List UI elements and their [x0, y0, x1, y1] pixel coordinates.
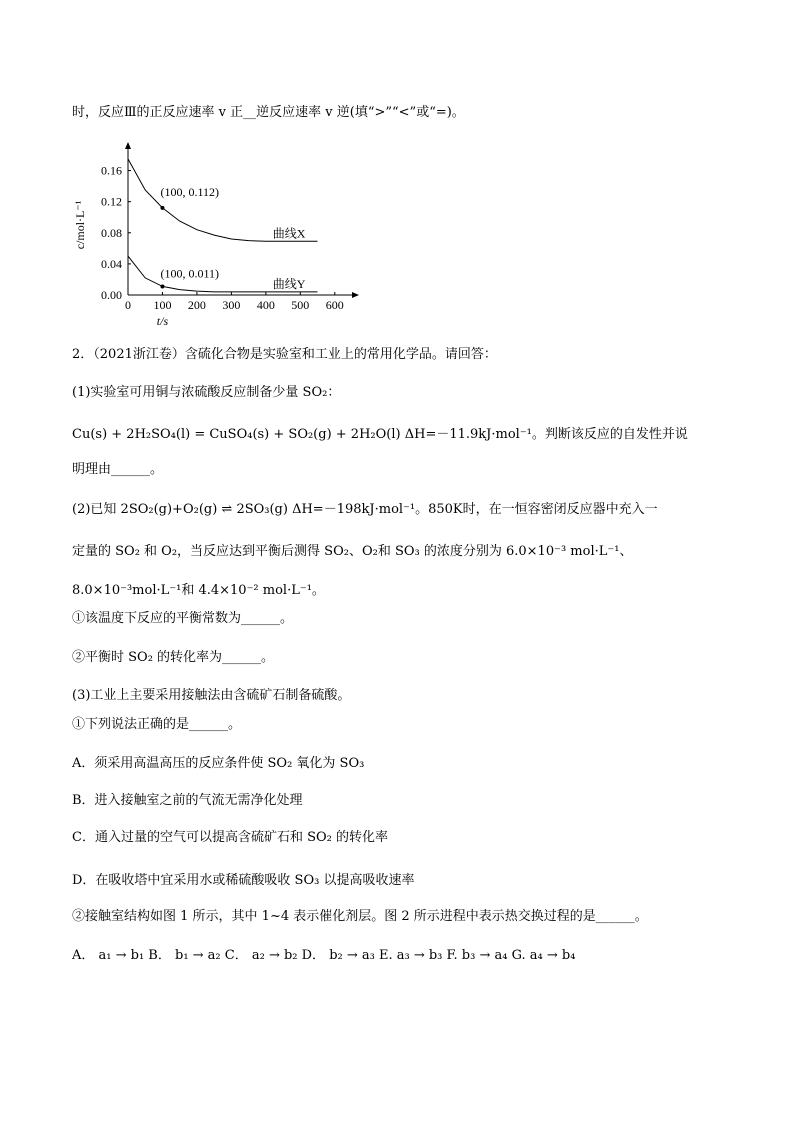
final-options: A． a₁ → b₁ B． b₁ → a₂ C． a₂ → b₂ D． b₂ → a₃ E. a₃ → b₃ F. b₃ → a₄ G. a₄ → b₄	[72, 948, 576, 963]
q2-title: 2．（2021浙江卷）含硫化合物是实验室和工业上的常用化学品。请回答：	[72, 347, 497, 362]
series-label-y: 曲线Y	[272, 276, 306, 291]
chart-svg	[70, 140, 370, 340]
x-tick-label: 100	[153, 298, 172, 312]
q2-2-line1: (2)已知 2SO₂(g)+O₂(g) ⇌ 2SO₃(g) ΔH=－198kJ·mol⁻¹。850K时，在一恒容密闭反应器中充入一	[72, 502, 658, 517]
y-tick-label: 0.12	[101, 194, 122, 209]
q2-1-equation: Cu(s) + 2H₂SO₄(l) = CuSO₄(s) + SO₂(g) + 2H₂O(l) ΔH=－11.9kJ·mol⁻¹。判断该反应的自发性并说	[72, 427, 688, 442]
q2-2-line2: 定量的 SO₂ 和 O₂，当反应达到平衡后测得 SO₂、O₂和 SO₃ 的浓度分别为 6.0×10⁻³ mol·L⁻¹、	[72, 544, 633, 559]
option-a: A．须采用高温高压的反应条件使 SO₂ 氧化为 SO₃	[72, 756, 365, 771]
y-tick-label: 0.00	[101, 288, 122, 302]
y-tick-label: 0.08	[101, 225, 122, 240]
series-label-x: 曲线X	[272, 226, 306, 241]
q2-3-sub-a: ①下列说法正确的是______。	[72, 717, 242, 732]
y-tick-label: 0.16	[101, 163, 122, 178]
q2-2-line3: 8.0×10⁻³mol·L⁻¹和 4.4×10⁻² mol·L⁻¹。	[72, 583, 325, 598]
x-tick-label: 0	[125, 298, 131, 312]
q2-1-intro: (1)实验室可用铜与浓硫酸反应制备少量 SO₂：	[72, 385, 341, 400]
x-tick-label: 500	[291, 298, 310, 312]
option-b: B．进入接触室之前的气流无需净化处理	[72, 793, 303, 808]
annotation-point	[160, 206, 164, 210]
y-tick-label: 0.04	[101, 256, 122, 271]
annotation-label: (100, 0.011)	[160, 266, 220, 281]
x-tick-label: 300	[222, 298, 241, 312]
q2-3-sub-b: ②接触室结构如图 1 所示，其中 1~4 表示催化剂层。图 2 所示进程中表示热交换过程的是______。	[72, 909, 648, 924]
concentration-chart	[70, 140, 370, 340]
y-axis-arrow	[125, 142, 131, 149]
x-tick-label: 600	[325, 298, 344, 312]
q2-2-sub-b: ②平衡时 SO₂ 的转化率为______。	[72, 650, 275, 665]
x-tick-label: 200	[187, 298, 206, 312]
x-axis-arrow	[352, 292, 359, 298]
y-axis-label: c/mol·L⁻¹	[73, 200, 87, 250]
q2-3-intro: (3)工业上主要采用接触法由含硫矿石制备硫酸。	[72, 688, 351, 703]
x-tick-label: 400	[256, 298, 275, 312]
annotation-point	[160, 284, 164, 288]
option-c: C．通入过量的空气可以提高含硫矿石和 SO₂ 的转化率	[72, 830, 388, 845]
x-axis-label: t/s	[156, 314, 169, 328]
intro-line: 时，反应Ⅲ的正反应速率 v 正__逆反应速率 v 逆(填“>”“<”或“=)。	[72, 105, 465, 120]
q2-2-sub-a: ①该温度下反应的平衡常数为______。	[72, 611, 294, 626]
q2-1-tail: 明理由______。	[72, 462, 164, 477]
annotation-label: (100, 0.112)	[160, 184, 220, 199]
option-d: D．在吸收塔中宜采用水或稀硫酸吸收 SO₃ 以提高吸收速率	[72, 873, 415, 888]
